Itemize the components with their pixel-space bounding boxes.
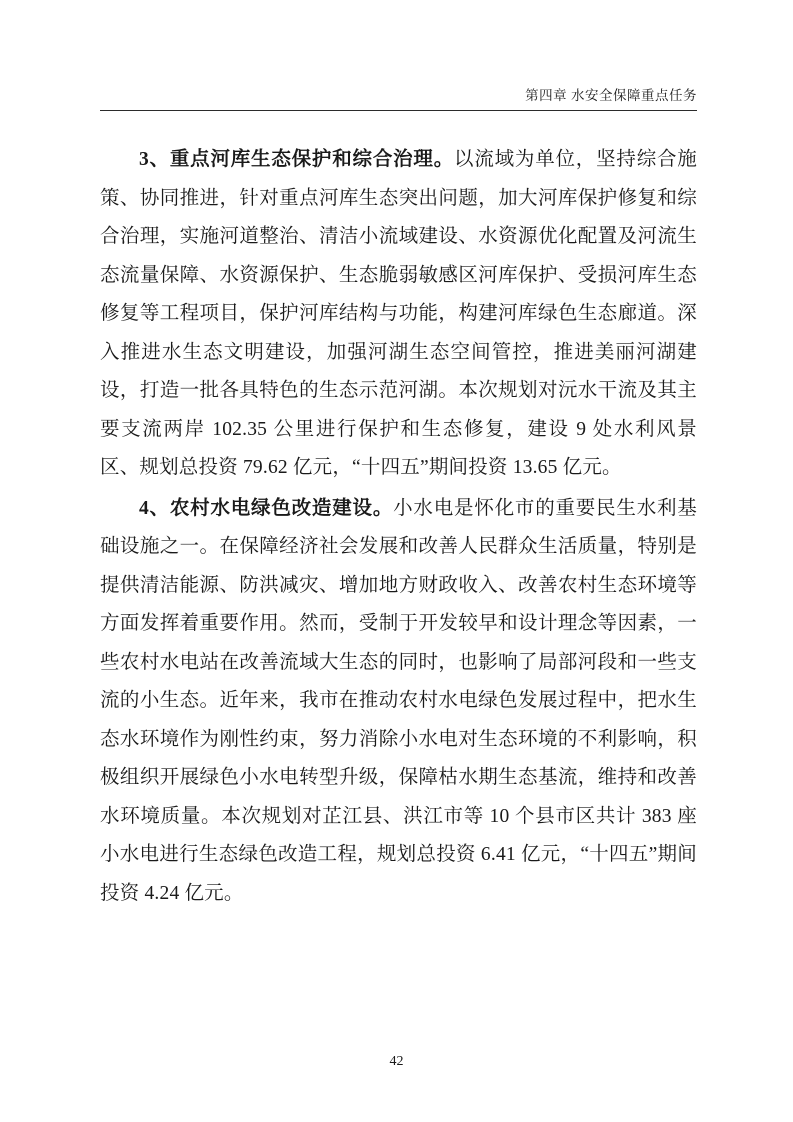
page-number: 42: [389, 1054, 404, 1069]
running-header: 第四章 水安全保障重点任务: [525, 88, 697, 103]
paragraph-3: [100, 141, 697, 488]
paragraph-4-text: 小水电是怀化市的重要民生水利基础设施之一。在保障经济社会发展和改善人民群众生活质量，特别是提供清洁能源、防洪减灾、增加地方财政收入、改善农村生态环境等方面发挥着重要作用。然而，受制于开发较早和设计理念等因素，一些农村水电站在改善流域大生态的同时，也影响了局部河段和一些支流的小生态。近年来，我市在推动农村水电绿色发展过程中，把水生态水环境作为刚性约束，努力消除小水电对生态环境的不利影响，积极组织开展绿色小水电转型升级，保障枯水期生态基流，维持和改善水环境质量。本次规划对芷江县、洪江市等 10 个县市区共计 383 座小水电进行生态绿色改造工程，规划总投资 6.41 亿元，“十四五”期间投资 4.24 亿元。: [100, 497, 697, 904]
paragraph-3-text: 以流域为单位，坚持综合施策、协同推进，针对重点河库生态突出问题，加大河库保护修复和综合治理，实施河道整治、清洁小流域建设、水资源优化配置及河流生态流量保障、水资源保护、生态脆弱敏感区河库保护、受损河库生态修复等工程项目，保护河库结构与功能，构建河库绿色生态廊道。深入推进水生态文明建设，加强河湖生态空间管控，推进美丽河湖建设，打造一批各具特色的生态示范河湖。本次规划对沅水干流及其主要支流两岸 102.35 公里进行保护和生态修复，建设 9 处水利风景区、规划总投资 79.62 亿元，“十四五”期间投资 13.65 亿元。: [100, 149, 697, 478]
page-content-area: [100, 84, 697, 1062]
header-divider: [100, 110, 697, 111]
paragraph-4: [100, 490, 697, 914]
body-text: [100, 141, 697, 913]
paragraph-4-lead: 4、农村水电绿色改造建设。: [139, 497, 394, 519]
paragraph-3-lead: 3、重点河库生态保护和综合治理。: [139, 149, 455, 170]
